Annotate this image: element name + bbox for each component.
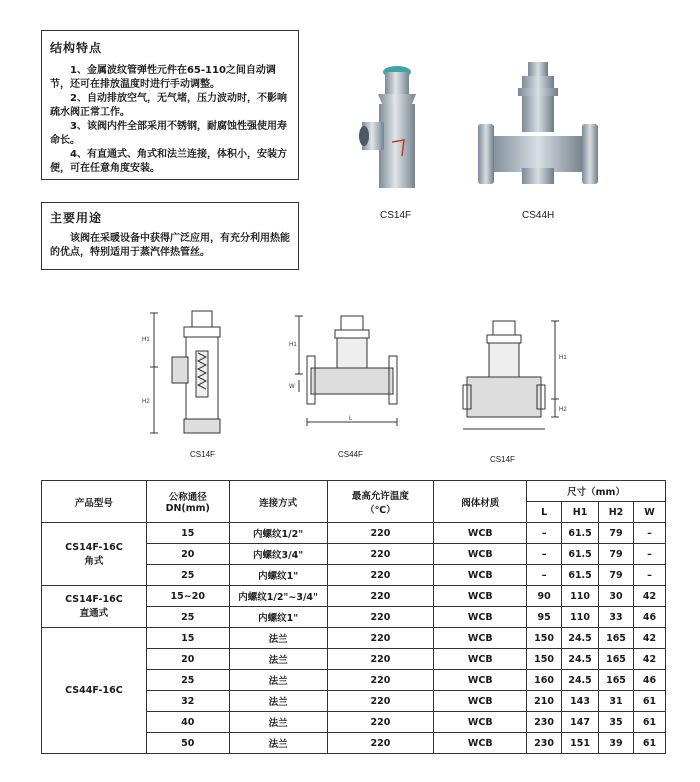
w-cell: 46 [633, 607, 665, 628]
h2-cell: 35 [599, 712, 634, 733]
connection-cell: 内螺纹1/2"~3/4" [229, 586, 327, 607]
model-type: 直通式 [79, 608, 109, 619]
material-cell: WCB [434, 691, 527, 712]
material-cell: WCB [434, 586, 527, 607]
connection-cell: 内螺纹3/4" [229, 544, 327, 565]
drawing-cs14f-straight [455, 315, 570, 440]
w-cell: 42 [633, 586, 665, 607]
material-cell: WCB [434, 565, 527, 586]
l-cell: 210 [527, 691, 562, 712]
h1-cell: 151 [562, 733, 599, 754]
header-dims: 尺寸（mm） [527, 481, 666, 502]
h1-cell: 147 [562, 712, 599, 733]
drawing-caption-3: CS14F [490, 455, 515, 464]
temp-cell: 220 [327, 565, 434, 586]
h2-cell: 165 [599, 649, 634, 670]
header-material: 阀体材质 [434, 481, 527, 523]
dn-cell: 25 [146, 607, 229, 628]
h1-cell: 143 [562, 691, 599, 712]
header-dn-unit: DN(mm) [165, 503, 210, 514]
cs14f-photo-caption: CS14F [380, 210, 412, 221]
h2-cell: 79 [599, 523, 634, 544]
h1-cell: 24.5 [562, 628, 599, 649]
h1-label-3: H1 [559, 355, 567, 361]
header-model: 产品型号 [42, 481, 147, 523]
material-cell: WCB [434, 733, 527, 754]
w-cell: 42 [633, 649, 665, 670]
header-temp-unit: （℃） [365, 504, 396, 516]
temp-cell: 220 [327, 733, 434, 754]
w-label: W [289, 384, 295, 390]
l-label: L [349, 416, 353, 422]
table-row [42, 628, 666, 649]
dn-cell: 20 [146, 649, 229, 670]
table-row [42, 523, 666, 544]
h2-cell: 31 [599, 691, 634, 712]
feature-item-4: 4、有直通式、角式和法兰连接，体积小，安装方便，可在任意角度安装。 [50, 149, 287, 174]
header-w: W [633, 502, 665, 523]
l-cell: 150 [527, 628, 562, 649]
material-cell: WCB [434, 544, 527, 565]
temp-cell: 220 [327, 649, 434, 670]
h1-cell: 61.5 [562, 565, 599, 586]
material-cell: WCB [434, 712, 527, 733]
header-h1: H1 [562, 502, 599, 523]
h1-cell: 61.5 [562, 523, 599, 544]
dn-cell: 25 [146, 565, 229, 586]
header-temp [327, 481, 434, 523]
header-temp-label: 最高允许温度 [351, 490, 409, 502]
w-cell: – [633, 544, 665, 565]
h1-cell: 24.5 [562, 649, 599, 670]
dn-cell: 25 [146, 670, 229, 691]
h1-cell: 24.5 [562, 670, 599, 691]
dn-cell: 50 [146, 733, 229, 754]
connection-cell: 法兰 [229, 733, 327, 754]
h2-cell: 165 [599, 628, 634, 649]
drawing-cs14f-angle [140, 305, 235, 445]
header-l: L [527, 502, 562, 523]
dn-cell: 15 [146, 523, 229, 544]
drawing-caption-2: CS44F [338, 450, 363, 459]
h2-cell: 79 [599, 565, 634, 586]
header-dn [146, 481, 229, 523]
header-h2: H2 [599, 502, 634, 523]
dn-cell: 15 [146, 628, 229, 649]
model-type: 角式 [84, 555, 104, 567]
dn-cell: 15~20 [146, 586, 229, 607]
h1-cell: 61.5 [562, 544, 599, 565]
h2-label-3: H2 [559, 407, 567, 413]
model-cell [42, 628, 147, 754]
l-cell: – [527, 565, 562, 586]
model-cell [42, 586, 147, 628]
feature-item-3: 3、该阀内件全部采用不锈钢，耐腐蚀性强使用寿命长。 [50, 121, 287, 146]
w-cell: 61 [633, 691, 665, 712]
cs14f-photo [352, 60, 432, 200]
w-cell: 61 [633, 712, 665, 733]
dn-cell: 32 [146, 691, 229, 712]
connection-cell: 法兰 [229, 712, 327, 733]
table-row [42, 586, 666, 607]
feature-item-1: 1、金属波纹管弹性元件在65-110之间自动调节，还可在排放温度时进行手动调整。 [50, 65, 276, 90]
cs44h-photo [470, 58, 605, 208]
material-cell: WCB [434, 628, 527, 649]
temp-cell: 220 [327, 607, 434, 628]
cs44h-photo-caption: CS44H [522, 210, 555, 221]
h1-label: H1 [142, 337, 150, 343]
l-cell: – [527, 523, 562, 544]
w-cell: 61 [633, 733, 665, 754]
temp-cell: 220 [327, 712, 434, 733]
h1-cell: 110 [562, 586, 599, 607]
l-cell: 230 [527, 733, 562, 754]
l-cell: – [527, 544, 562, 565]
l-cell: 95 [527, 607, 562, 628]
usage-text: 该阀在采暖设备中获得广泛应用，有充分利用热能的优点，特别适用于蒸汽伴热管丝。 [50, 233, 290, 258]
header-dn-label: 公称通径 [168, 492, 207, 503]
model-name: CS14F-16C [65, 594, 123, 605]
h1-cell: 110 [562, 607, 599, 628]
temp-cell: 220 [327, 523, 434, 544]
temp-cell: 220 [327, 691, 434, 712]
connection-cell: 法兰 [229, 691, 327, 712]
l-cell: 150 [527, 649, 562, 670]
temp-cell: 220 [327, 586, 434, 607]
feature-item-2: 2、自动排放空气，无气堵，压力波动时，不影响疏水阀正常工作。 [50, 93, 287, 118]
dn-cell: 20 [146, 544, 229, 565]
model-name: CS14F-16C [65, 541, 123, 553]
h2-cell: 33 [599, 607, 634, 628]
drawing-cs44f-flanged [285, 310, 400, 435]
material-cell: WCB [434, 670, 527, 691]
material-cell: WCB [434, 649, 527, 670]
connection-cell: 内螺纹1/2" [229, 523, 327, 544]
features-title: 结构特点 [50, 41, 103, 55]
w-cell: – [633, 565, 665, 586]
drawing-caption-1: CS14F [190, 450, 215, 459]
features-box [41, 30, 299, 180]
connection-cell: 法兰 [229, 649, 327, 670]
model-cell [42, 523, 147, 586]
h2-label: H2 [142, 399, 150, 405]
h1-label-2: H1 [289, 342, 297, 348]
temp-cell: 220 [327, 670, 434, 691]
connection-cell: 法兰 [229, 628, 327, 649]
temp-cell: 220 [327, 544, 434, 565]
model-name: CS44F-16C [65, 685, 123, 696]
h2-cell: 79 [599, 544, 634, 565]
connection-cell: 法兰 [229, 670, 327, 691]
material-cell: WCB [434, 607, 527, 628]
l-cell: 160 [527, 670, 562, 691]
usage-box [41, 202, 299, 270]
header-connection: 连接方式 [229, 481, 327, 523]
w-cell: – [633, 523, 665, 544]
connection-cell: 内螺纹1" [229, 565, 327, 586]
h2-cell: 165 [599, 670, 634, 691]
w-cell: 46 [633, 670, 665, 691]
connection-cell: 内螺纹1" [229, 607, 327, 628]
w-cell: 42 [633, 628, 665, 649]
l-cell: 230 [527, 712, 562, 733]
spec-table-body [42, 523, 666, 754]
dn-cell: 40 [146, 712, 229, 733]
h2-cell: 30 [599, 586, 634, 607]
temp-cell: 220 [327, 628, 434, 649]
h2-cell: 39 [599, 733, 634, 754]
usage-title: 主要用途 [50, 211, 103, 225]
material-cell: WCB [434, 523, 527, 544]
spec-table [41, 480, 666, 754]
l-cell: 90 [527, 586, 562, 607]
